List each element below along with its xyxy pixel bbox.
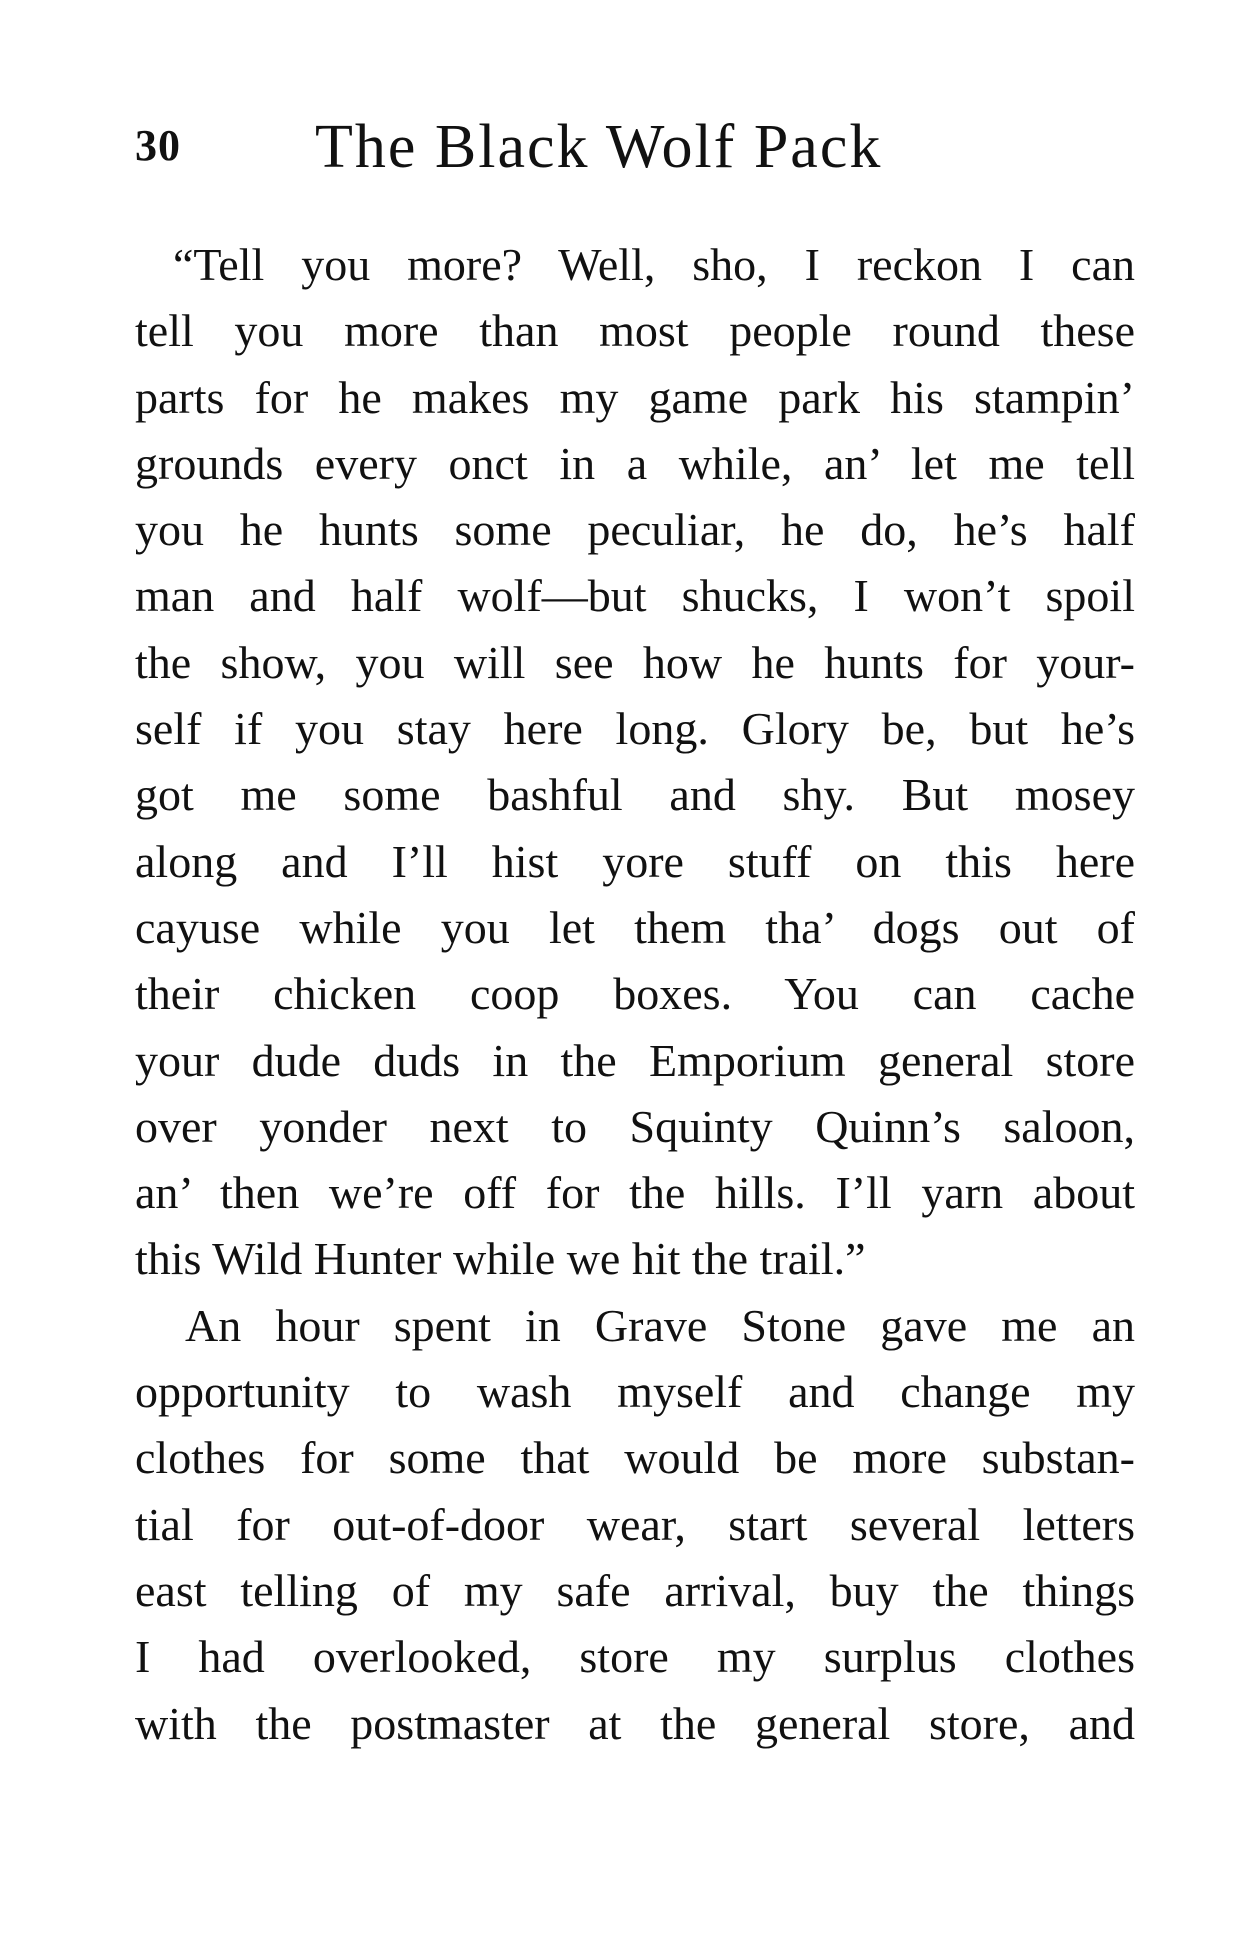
paragraph-2-line: opportunity to wash myself and change my (135, 1366, 1135, 1418)
paragraph-1-line: self if you stay here long. Glory be, but he’s (135, 703, 1135, 755)
paragraph-1-line: got me some bashful and shy. But mosey (135, 769, 1135, 821)
paragraph-1-line: grounds every onct in a while, an’ let me tell (135, 437, 1135, 489)
paragraph-2-line: east telling of my safe arrival, buy the things (135, 1564, 1135, 1616)
paragraph-1-line: your dude duds in the Emporium general store (135, 1034, 1135, 1086)
paragraph-1-line: over yonder next to Squinty Quinn’s saloon, (135, 1100, 1135, 1152)
paragraph-1-line: their chicken coop boxes. You can cache (135, 968, 1135, 1020)
paragraph-1-line: the show, you will see how he hunts for your- (135, 636, 1135, 688)
paragraph-1-line: this Wild Hunter while we hit the trail.” (135, 1233, 866, 1285)
paragraph-2-line: I had overlooked, store my surplus clothes (135, 1631, 1135, 1683)
body-text (135, 232, 1135, 1757)
paragraph-2-line: tial for out-of-door wear, start several letters (135, 1498, 1135, 1550)
paragraph-2-line: clothes for some that would be more substan- (135, 1432, 1135, 1484)
paragraph-1-line: parts for he makes my game park his stampin’ (135, 371, 1135, 423)
paragraph-1-line: you he hunts some peculiar, he do, he’s half (135, 504, 1135, 556)
paragraph-1-line: along and I’ll hist yore stuff on this here (135, 835, 1135, 887)
paragraph-2-line: with the postmaster at the general store, and (135, 1697, 1135, 1749)
paragraph-1-line: tell you more than most people round these (135, 305, 1135, 357)
page-number: 30 (135, 121, 181, 170)
paragraph-1-line: man and half wolf—but shucks, I won’t spoil (135, 570, 1135, 622)
paragraph-2-line: An hour spent in Grave Stone gave me an (185, 1299, 1135, 1351)
running-head (135, 112, 1135, 192)
paragraph-1-line: cayuse while you let them tha’ dogs out of (135, 901, 1135, 953)
paragraph-1-line: an’ then we’re off for the hills. I’ll yarn about (135, 1167, 1135, 1219)
running-title: The Black Wolf Pack (315, 113, 883, 181)
paragraph-1-line: “Tell you more? Well, sho, I reckon I can (173, 239, 1135, 290)
